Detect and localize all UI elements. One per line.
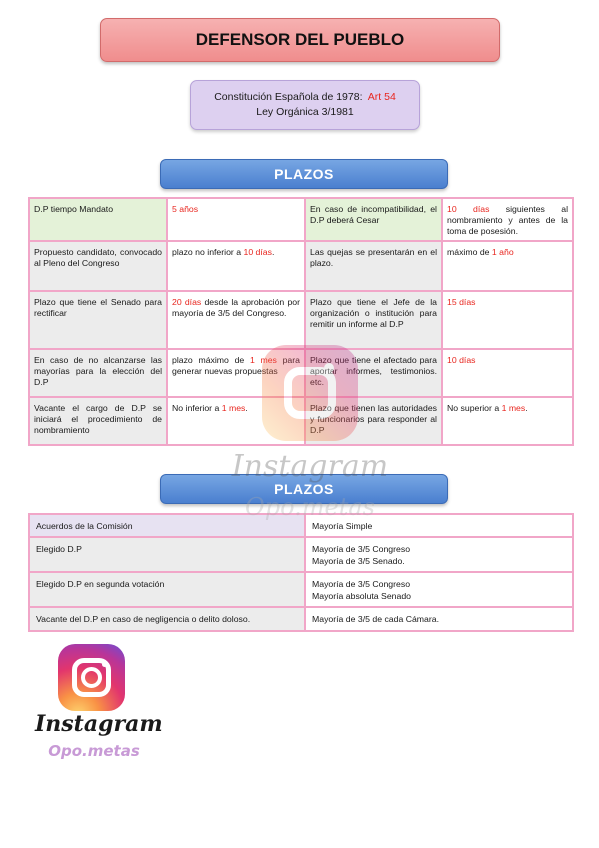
table-cell-term: [167, 198, 305, 241]
term-text: máximo de: [447, 247, 492, 257]
legal-source-box: [190, 80, 420, 130]
table-cell-concept: Plazo que tiene el Senado para rectificar: [29, 291, 167, 349]
table-row: [29, 514, 573, 537]
table-cell-concept: D.P tiempo Mandato: [29, 198, 167, 241]
table-cell-term: [167, 397, 305, 445]
majority-line: Mayoría absoluta Senado: [312, 591, 412, 601]
mayorias-table: [28, 513, 574, 632]
table-cell-term: [442, 198, 573, 241]
table-cell-concept: Las quejas se presentarán en el plazo.: [305, 241, 442, 291]
term-text: siguientes al nombramiento y antes de la toma de posesión.: [447, 204, 568, 236]
table-cell-term: [442, 349, 573, 397]
highlighted-term: 10 días: [447, 204, 490, 214]
table-cell-term: [442, 291, 573, 349]
highlighted-term: 15 días: [447, 297, 476, 307]
section-header-label: PLAZOS: [274, 166, 334, 182]
mayorias-table-body: [29, 514, 573, 631]
highlighted-term: 10 días: [447, 355, 476, 365]
table-cell-concept: Elegido D.P: [29, 537, 305, 572]
instagram-icon[interactable]: [58, 644, 125, 711]
term-text: .: [271, 247, 275, 257]
page-title: [100, 18, 500, 62]
term-text: plazo máximo de: [172, 355, 250, 365]
instagram-wordmark: Instagram: [35, 711, 163, 737]
table-cell-concept: Propuesto candidato, convocado al Pleno del Congreso: [29, 241, 167, 291]
term-text: plazo no inferior a: [172, 247, 244, 257]
term-text: .: [525, 403, 528, 413]
table-cell-term: [167, 291, 305, 349]
table-cell-concept: Vacante el cargo de D.P se iniciará el procedimiento de nombramiento: [29, 397, 167, 445]
table-row: [29, 198, 573, 241]
highlighted-term: 5 años: [172, 204, 199, 214]
term-text: No superior a: [447, 403, 502, 413]
plazos-table-body: [29, 198, 573, 445]
table-cell-concept: Vacante del D.P en caso de negligencia o delito doloso.: [29, 607, 305, 631]
table-cell-majority: [305, 572, 573, 607]
table-row: [29, 349, 573, 397]
section-header-plazos: [160, 159, 448, 189]
table-cell-term: [442, 397, 573, 445]
section-header-mayorias: [160, 474, 448, 504]
table-cell-majority: [305, 607, 573, 631]
term-text: para generar nuevas propuestas: [172, 355, 300, 376]
constitution-reference: [191, 90, 419, 105]
table-cell-term: [167, 349, 305, 397]
highlighted-term: 1 mes: [249, 355, 277, 365]
table-row: [29, 397, 573, 445]
table-cell-majority: [305, 514, 573, 537]
highlighted-term: 1 mes: [221, 403, 246, 413]
term-text: desde la aprobación por mayoría de 3/5 del Congreso.: [172, 297, 300, 318]
watermark-text: Instagram: [231, 449, 389, 484]
table-row: [29, 291, 573, 349]
highlighted-term: 20 días: [172, 297, 202, 307]
table-cell-concept: Plazo que tienen las autoridades y funcionarios para responder al D.P: [305, 397, 442, 445]
majority-line: Mayoría de 3/5 Congreso: [312, 544, 411, 554]
majority-line: Mayoría Simple: [312, 521, 373, 531]
majority-line: Mayoría de 3/5 Congreso: [312, 579, 411, 589]
table-cell-concept: Plazo que tiene el afectado para aportar informes, testimonios. etc.: [305, 349, 442, 397]
watermark-handle: Opo.metas: [245, 493, 375, 521]
table-row: [29, 537, 573, 572]
table-cell-concept: Acuerdos de la Comisión: [29, 514, 305, 537]
highlighted-term: 1 año: [491, 247, 514, 257]
table-row: [29, 241, 573, 291]
term-text: No inferior a: [172, 403, 222, 413]
majority-line: Mayoría de 3/5 Senado.: [312, 556, 405, 566]
organic-law-reference: Ley Orgánica 3/1981: [256, 106, 354, 118]
table-row: [29, 607, 573, 631]
table-row: [29, 572, 573, 607]
highlighted-term: 1 mes: [501, 403, 526, 413]
page-title-text: DEFENSOR DEL PUEBLO: [195, 30, 405, 49]
majority-line: Mayoría de 3/5 de cada Cámara.: [312, 614, 440, 624]
table-cell-concept: Plazo que tiene el Jefe de la organización o institución para remitir un informe al D.P: [305, 291, 442, 349]
constitution-label: Constitución Española de 1978:: [214, 91, 363, 103]
table-cell-term: [442, 241, 573, 291]
term-text: .: [245, 403, 248, 413]
table-cell-majority: [305, 537, 573, 572]
table-cell-term: [167, 241, 305, 291]
highlighted-term: 10 días: [243, 247, 272, 257]
plazos-table: [28, 197, 574, 446]
table-cell-concept: En caso de no alcanzarse las mayorías para la elección del D.P: [29, 349, 167, 397]
instagram-handle-link[interactable]: Opo.metas: [48, 742, 140, 760]
table-cell-concept: Elegido D.P en segunda votación: [29, 572, 305, 607]
article-reference: Art 54: [367, 91, 396, 103]
table-cell-concept: En caso de incompatibilidad, el D.P deberá Cesar: [305, 198, 442, 241]
section-header-label: PLAZOS: [274, 481, 334, 497]
